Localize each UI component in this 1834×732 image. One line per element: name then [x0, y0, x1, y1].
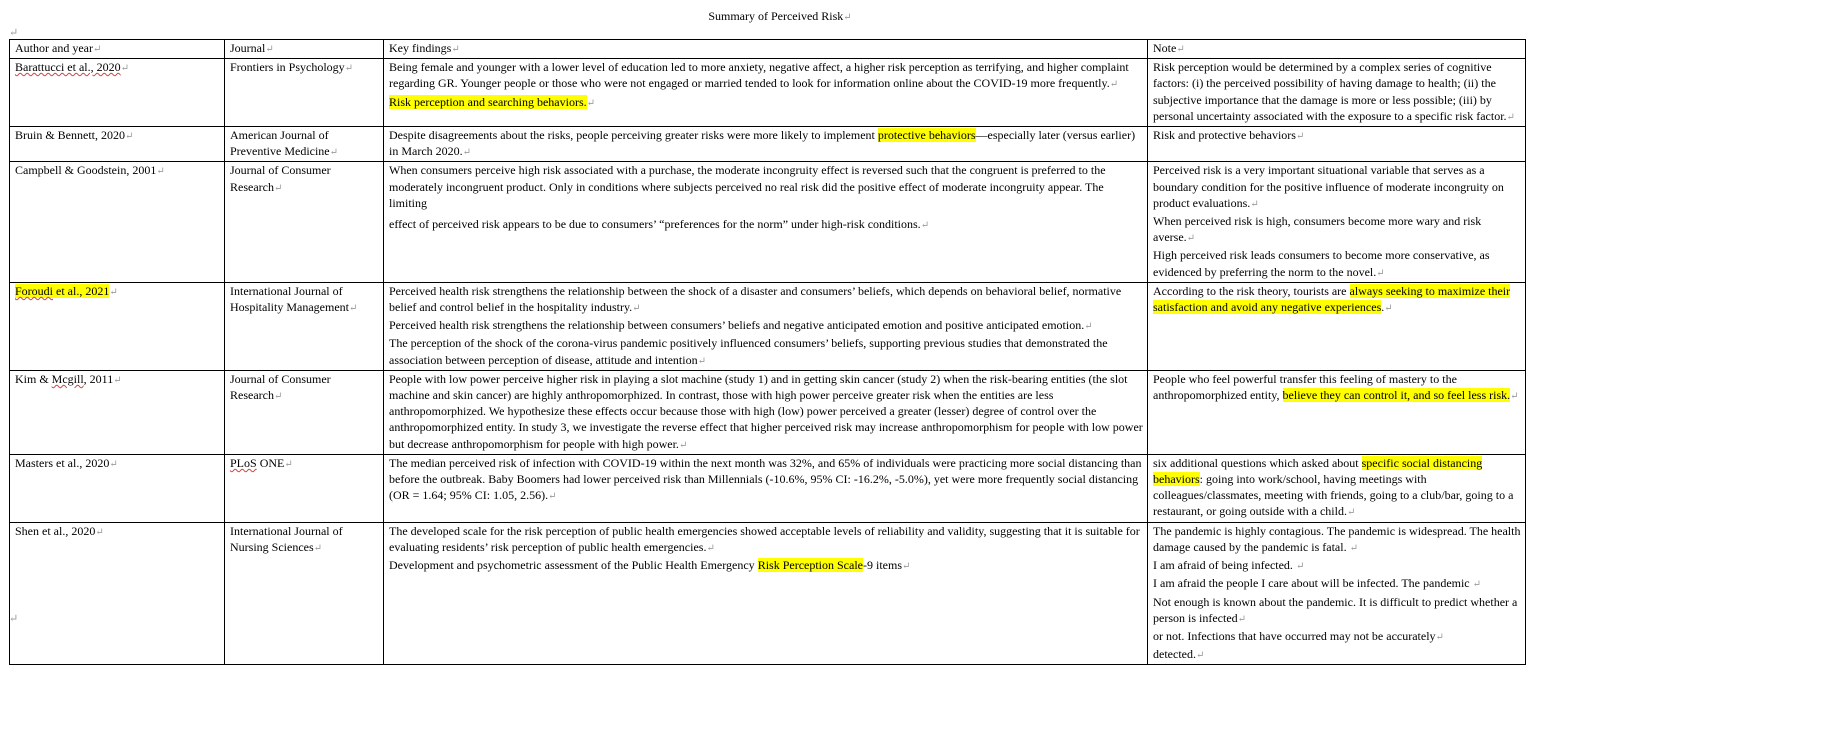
- findings-cell: People with low power perceive higher risk in playing a slot machine (study 1) and in getting skin cancer (study 2) when the risk-bearing entities (the slot machine and skin cancer) are highly anthropomorphized. In contrast, those with high power perceive greater risk when the entities are less anthropomorphized. We hypothesize these effects occur because those with high (low) power perceived a greater (lesser) degree of control over the anthropomorphized entity. In study 3, we investigate the reverse effect that higher perceived risk may increase anthropomorphism for people with low power but decrease anthropomorphism for people with high power.↵: [384, 370, 1148, 454]
- table-row: [10, 59, 1526, 127]
- note-cell: The pandemic is highly contagious. The pandemic is widespread. The health damage caused by the pandemic is fatal. ↵ I am afraid of being infected. ↵ I am afraid the people I care about will be infected. The pandemic ↵ Not enough is known about the pandemic. It is difficult to predict whether a person is infected↵ or not. Infections that have occurred may not be accurately↵ detected.↵: [1148, 522, 1526, 665]
- paragraph-mark: ↵: [843, 12, 852, 23]
- findings-cell: When consumers perceive high risk associated with a purchase, the moderate incongruity effect is reversed such that the congruent is preferred to the moderately incongruent product. Only in conditions where subjects perceived no real risk did the positive effect of moderate incongruity appear. The limiting effect of perceived risk appears to be due to consumers’ “preferences for the norm” under high-risk conditions.↵: [384, 162, 1148, 282]
- summary-table: [9, 39, 1526, 665]
- author-cell: Masters et al., 2020↵: [10, 454, 225, 522]
- findings-cell: Being female and younger with a lower level of education led to more anxiety, negative affect, a higher risk perception as terrifying, and higher complaint regarding GR. Younger people or those who were not engaged or married tended to look for information online about the COVID-19 more frequently.↵ Risk perception and searching behaviors.↵: [384, 59, 1148, 127]
- note-cell: Risk perception would be determined by a complex series of cognitive factors: (i) the perceived possibility of having damage to health; (ii) the subjective importance that the damage is more or less possible; (iii) by personal uncertainty associated with the exposure to a specific risk factor.↵: [1148, 59, 1526, 127]
- table-row: [10, 370, 1526, 454]
- header-note: Note↵: [1148, 40, 1526, 59]
- author-cell: Foroudi et al., 2021↵: [10, 282, 225, 370]
- paragraph-mark: ↵: [9, 27, 19, 39]
- note-cell: Risk and protective behaviors↵: [1148, 127, 1526, 162]
- author-cell: Kim & Mcgill, 2011↵: [10, 370, 225, 454]
- table-row: [10, 282, 1526, 370]
- header-journal: Journal↵: [225, 40, 384, 59]
- journal-cell: Journal of Consumer Research↵: [225, 370, 384, 454]
- note-cell: People who feel powerful transfer this feeling of mastery to the anthropomorphized entity, believe they can control it, and so feel less risk.↵: [1148, 370, 1526, 454]
- note-cell: According to the risk theory, tourists are always seeking to maximize their satisfaction and avoid any negative experiences.↵: [1148, 282, 1526, 370]
- paragraph-mark: ↵: [9, 613, 19, 625]
- header-row: [10, 40, 1526, 59]
- findings-cell: Despite disagreements about the risks, people perceiving greater risks were more likely to implement protective behaviors—especially later (versus earlier) in March 2020.↵: [384, 127, 1148, 162]
- page-title: [0, 9, 1560, 24]
- author-cell: Barattucci et al., 2020↵: [10, 59, 225, 127]
- journal-cell: American Journal of Preventive Medicine↵: [225, 127, 384, 162]
- author-cell: Bruin & Bennett, 2020↵: [10, 127, 225, 162]
- author-cell: Campbell & Goodstein, 2001↵: [10, 162, 225, 282]
- findings-cell: Perceived health risk strengthens the relationship between the shock of a disaster and consumers’ beliefs, which depends on behavioral belief, normative belief and control belief in the hospitality industry.↵ Perceived health risk strengthens the relationship between consumers’ beliefs and negative anticipated emotion and positive anticipated emotion.↵ The perception of the shock of the corona-virus pandemic positively influenced consumers’ beliefs, supporting previous studies that demonstrated the association between perception of disease, attitude and intention↵: [384, 282, 1148, 370]
- journal-cell: Frontiers in Psychology↵: [225, 59, 384, 127]
- journal-cell: International Journal of Hospitality Management↵: [225, 282, 384, 370]
- table-row: [10, 522, 1526, 665]
- findings-cell: The developed scale for the risk perception of public health emergencies showed acceptable levels of reliability and validity, suggesting that it is suitable for evaluating residents’ risk perception of public health emergencies.↵ Development and psychometric assessment of the Public Health Emergency Risk Perception Scale-9 items↵: [384, 522, 1148, 665]
- header-key-findings: Key findings↵: [384, 40, 1148, 59]
- title-text: Summary of Perceived Risk: [708, 9, 844, 23]
- journal-cell: Journal of Consumer Research↵: [225, 162, 384, 282]
- table-row: [10, 454, 1526, 522]
- note-cell: Perceived risk is a very important situational variable that serves as a boundary condition for the positive influence of moderate incongruity on product evaluations.↵ When perceived risk is high, consumers become more wary and risk averse.↵ High perceived risk leads consumers to become more conservative, as evidenced by preferring the norm to the novel.↵: [1148, 162, 1526, 282]
- findings-cell: The median perceived risk of infection with COVID-19 within the next month was 32%, and 65% of individuals were practicing more social distancing than before the outbreak. Baby Boomers had lower perceived risk than Millennials (-10.6%, 95% CI: -16.2%, -5.0%), yet were more frequently social distancing (OR = 1.64; 95% CI: 1.05, 2.56).↵: [384, 454, 1148, 522]
- table-row: [10, 127, 1526, 162]
- author-cell: Shen et al., 2020↵: [10, 522, 225, 665]
- table-row: [10, 162, 1526, 282]
- journal-cell: PLoS ONE↵: [225, 454, 384, 522]
- note-cell: six additional questions which asked about specific social distancing behaviors: going into work/school, having meetings with colleagues/classmates, meeting with friends, going to a club/bar, going to a restaurant, or going outside with a child.↵: [1148, 454, 1526, 522]
- journal-cell: International Journal of Nursing Sciences↵: [225, 522, 384, 665]
- header-author: Author and year↵: [10, 40, 225, 59]
